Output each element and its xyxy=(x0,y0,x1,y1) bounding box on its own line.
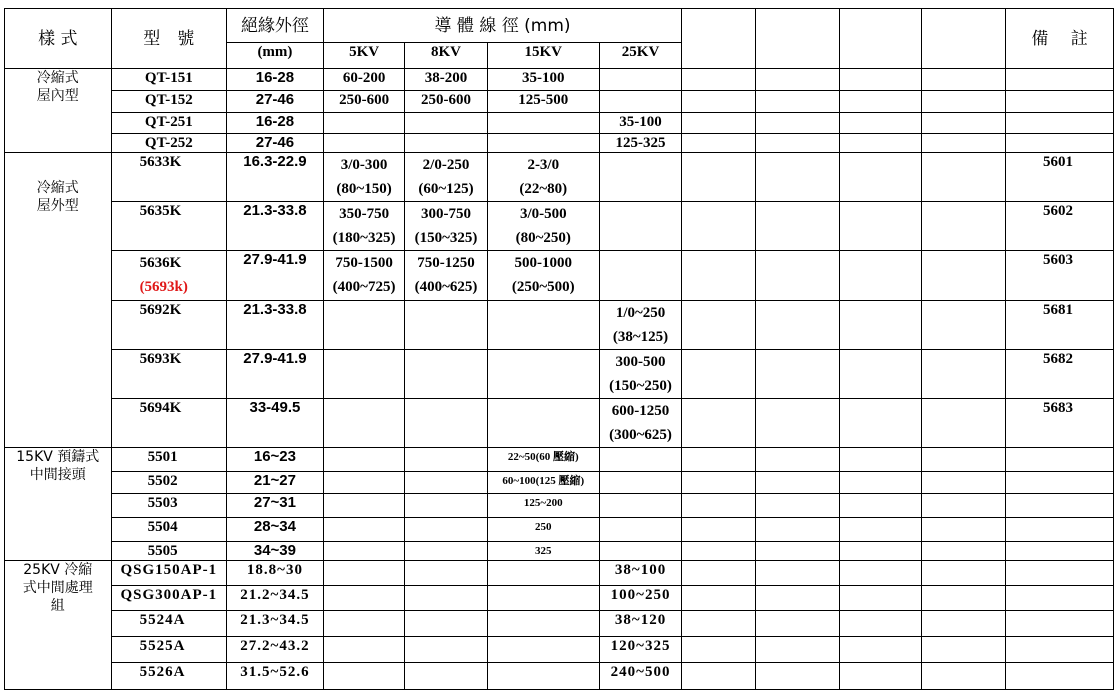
od-cell: 28~34 xyxy=(227,518,324,542)
blank-cell xyxy=(921,561,1006,586)
model-cell: QSG150AP-1 xyxy=(111,561,226,586)
blank-cell xyxy=(323,561,405,586)
blank-cell xyxy=(921,399,1006,448)
blank-cell xyxy=(755,134,839,153)
blank-cell xyxy=(682,91,756,113)
blank-cell xyxy=(839,561,921,586)
blank-cell xyxy=(405,301,487,350)
table-row xyxy=(5,494,1114,518)
col-header-5kv: 5KV xyxy=(323,43,405,69)
model-cell: 5502 xyxy=(111,472,226,494)
table-row xyxy=(5,472,1114,494)
voltage-range-cell: 35-100 xyxy=(599,113,681,134)
blank-cell xyxy=(487,350,599,399)
voltage-range-cell: 38~100 xyxy=(599,561,681,586)
blank-cell xyxy=(682,301,756,350)
remark-cell: 5682 xyxy=(1006,350,1114,399)
blank-cell xyxy=(755,301,839,350)
od-cell: 31.5~52.6 xyxy=(227,663,324,690)
blank-cell xyxy=(921,542,1006,561)
blank-cell xyxy=(839,399,921,448)
model-cell: QT-252 xyxy=(111,134,226,153)
blank-cell xyxy=(599,472,681,494)
blank-cell xyxy=(323,350,405,399)
table-row xyxy=(5,251,1114,301)
blank-cell xyxy=(839,350,921,399)
blank-cell xyxy=(755,637,839,663)
blank-cell xyxy=(487,586,599,611)
blank-cell xyxy=(405,561,487,586)
blank-cell xyxy=(755,202,839,251)
col-header-style: 樣 式 xyxy=(5,9,112,69)
voltage-range-cell: 38-200 xyxy=(405,69,487,91)
od-cell: 16~23 xyxy=(227,448,324,472)
blank-cell xyxy=(682,113,756,134)
remark-cell: 5601 xyxy=(1006,153,1114,202)
blank-cell xyxy=(1006,91,1114,113)
blank-cell xyxy=(921,448,1006,472)
blank-cell xyxy=(1006,637,1114,663)
blank-cell xyxy=(682,134,756,153)
voltage-range-cell: 300-500 (150~250) xyxy=(599,350,681,399)
table-row xyxy=(5,399,1114,448)
blank-cell xyxy=(839,251,921,301)
voltage-range-cell: 500-1000 (250~500) xyxy=(487,251,599,301)
blank-cell xyxy=(405,518,487,542)
cable-accessory-spec-table xyxy=(4,8,1114,690)
blank-cell xyxy=(682,494,756,518)
voltage-range-cell: 125~200 xyxy=(487,494,599,518)
blank-cell xyxy=(755,113,839,134)
blank-cell xyxy=(839,153,921,202)
blank-cell xyxy=(682,251,756,301)
blank-cell xyxy=(1006,494,1114,518)
voltage-range-cell: 300-750 (150~325) xyxy=(405,202,487,251)
blank-cell xyxy=(921,611,1006,637)
blank-cell xyxy=(839,91,921,113)
model-cell: 5526A xyxy=(111,663,226,690)
col-header-15kv: 15KV xyxy=(487,43,599,69)
model-cell: 5524A xyxy=(111,611,226,637)
blank-cell xyxy=(405,611,487,637)
voltage-range-cell: 120~325 xyxy=(599,637,681,663)
blank-cell xyxy=(839,494,921,518)
od-cell: 16.3-22.9 xyxy=(227,153,324,202)
blank-cell xyxy=(1006,561,1114,586)
table-row xyxy=(5,637,1114,663)
table-row xyxy=(5,561,1114,586)
blank-cell xyxy=(921,69,1006,91)
voltage-range-cell: 350-750 (180~325) xyxy=(323,202,405,251)
blank-cell xyxy=(682,472,756,494)
blank-cell xyxy=(921,91,1006,113)
blank-cell xyxy=(921,251,1006,301)
voltage-range-cell: 125-500 xyxy=(487,91,599,113)
model-cell: 5525A xyxy=(111,637,226,663)
blank-cell xyxy=(405,663,487,690)
blank-cell xyxy=(755,663,839,690)
voltage-range-cell: 125-325 xyxy=(599,134,681,153)
blank-cell xyxy=(755,9,839,69)
blank-cell xyxy=(323,518,405,542)
table-row xyxy=(5,611,1114,637)
blank-cell xyxy=(839,9,921,69)
blank-cell xyxy=(682,399,756,448)
blank-cell xyxy=(1006,134,1114,153)
voltage-range-cell: 3/0-300 (80~150) xyxy=(323,153,405,202)
blank-cell xyxy=(839,113,921,134)
table-row xyxy=(5,448,1114,472)
voltage-range-cell: 250-600 xyxy=(323,91,405,113)
remark-cell: 5602 xyxy=(1006,202,1114,251)
blank-cell xyxy=(682,518,756,542)
blank-cell xyxy=(682,69,756,91)
voltage-range-cell: 35-100 xyxy=(487,69,599,91)
blank-cell xyxy=(921,637,1006,663)
blank-cell xyxy=(487,561,599,586)
od-cell: 27-46 xyxy=(227,134,324,153)
model-cell: 5635K xyxy=(111,202,226,251)
model-cell: 5504 xyxy=(111,518,226,542)
blank-cell xyxy=(921,9,1006,69)
model-cell: QT-151 xyxy=(111,69,226,91)
model-cell: 5503 xyxy=(111,494,226,518)
blank-cell xyxy=(487,637,599,663)
blank-cell xyxy=(755,350,839,399)
remark-cell: 5683 xyxy=(1006,399,1114,448)
blank-cell xyxy=(839,69,921,91)
blank-cell xyxy=(405,637,487,663)
od-cell: 16-28 xyxy=(227,69,324,91)
table-row xyxy=(5,663,1114,690)
blank-cell xyxy=(599,153,681,202)
blank-cell xyxy=(755,153,839,202)
voltage-range-cell: 750-1250 (400~625) xyxy=(405,251,487,301)
voltage-range-cell: 240~500 xyxy=(599,663,681,690)
model-alt-note: (5693k) xyxy=(139,279,188,295)
od-cell: 34~39 xyxy=(227,542,324,561)
model-cell: 5692K xyxy=(111,301,226,350)
blank-cell xyxy=(682,663,756,690)
col-header-od: 絕緣外徑 xyxy=(227,9,324,43)
voltage-range-cell: 750-1500 (400~725) xyxy=(323,251,405,301)
voltage-range-cell: 100~250 xyxy=(599,586,681,611)
blank-cell xyxy=(405,448,487,472)
voltage-range-cell: 325 xyxy=(487,542,599,561)
table-row xyxy=(5,69,1114,91)
blank-cell xyxy=(839,542,921,561)
od-cell: 27.2~43.2 xyxy=(227,637,324,663)
blank-cell xyxy=(755,399,839,448)
blank-cell xyxy=(755,542,839,561)
blank-cell xyxy=(839,586,921,611)
blank-cell xyxy=(839,663,921,690)
od-cell: 16-28 xyxy=(227,113,324,134)
col-header-conductor: 導 體 線 徑 (mm) xyxy=(323,9,681,43)
header-row-1 xyxy=(5,9,1114,43)
group-splice-15kv: 15KV 預鑄式 中間接頭 xyxy=(5,448,112,561)
model-cell: 5633K xyxy=(111,153,226,202)
blank-cell xyxy=(405,134,487,153)
voltage-range-cell: 600-1250 (300~625) xyxy=(599,399,681,448)
blank-cell xyxy=(323,611,405,637)
blank-cell xyxy=(839,202,921,251)
od-cell: 21~27 xyxy=(227,472,324,494)
od-cell: 21.3-33.8 xyxy=(227,202,324,251)
od-cell: 27-46 xyxy=(227,91,324,113)
blank-cell xyxy=(839,472,921,494)
blank-cell xyxy=(1006,611,1114,637)
blank-cell xyxy=(487,113,599,134)
od-cell: 21.2~34.5 xyxy=(227,586,324,611)
blank-cell xyxy=(487,301,599,350)
blank-cell xyxy=(323,472,405,494)
blank-cell xyxy=(921,113,1006,134)
table-row xyxy=(5,542,1114,561)
blank-cell xyxy=(323,586,405,611)
col-header-remark: 備 註 xyxy=(1006,9,1114,69)
blank-cell xyxy=(682,637,756,663)
blank-cell xyxy=(682,611,756,637)
voltage-range-cell: 1/0~250 (38~125) xyxy=(599,301,681,350)
blank-cell xyxy=(921,494,1006,518)
blank-cell xyxy=(599,91,681,113)
blank-cell xyxy=(405,113,487,134)
blank-cell xyxy=(323,399,405,448)
blank-cell xyxy=(839,611,921,637)
blank-cell xyxy=(599,542,681,561)
blank-cell xyxy=(755,611,839,637)
blank-cell xyxy=(1006,113,1114,134)
blank-cell xyxy=(405,472,487,494)
blank-cell xyxy=(1006,663,1114,690)
table-row xyxy=(5,91,1114,113)
blank-cell xyxy=(755,518,839,542)
blank-cell xyxy=(682,561,756,586)
blank-cell xyxy=(323,448,405,472)
blank-cell xyxy=(921,472,1006,494)
od-cell: 27~31 xyxy=(227,494,324,518)
model-cell: QSG300AP-1 xyxy=(111,586,226,611)
table-row xyxy=(5,301,1114,350)
remark-cell: 5681 xyxy=(1006,301,1114,350)
voltage-range-cell: 60~100(125 壓縮) xyxy=(487,472,599,494)
blank-cell xyxy=(839,637,921,663)
col-header-model: 型 號 xyxy=(111,9,226,69)
model-cell: QT-251 xyxy=(111,113,226,134)
blank-cell xyxy=(323,134,405,153)
voltage-range-cell: 250 xyxy=(487,518,599,542)
blank-cell xyxy=(839,134,921,153)
blank-cell xyxy=(599,448,681,472)
blank-cell xyxy=(921,202,1006,251)
blank-cell xyxy=(921,153,1006,202)
voltage-range-cell: 3/0-500 (80~250) xyxy=(487,202,599,251)
od-cell: 27.9-41.9 xyxy=(227,350,324,399)
od-cell: 21.3~34.5 xyxy=(227,611,324,637)
voltage-range-cell: 250-600 xyxy=(405,91,487,113)
table-row xyxy=(5,586,1114,611)
model-cell: 5505 xyxy=(111,542,226,561)
model-cell: QT-152 xyxy=(111,91,226,113)
blank-cell xyxy=(323,542,405,561)
blank-cell xyxy=(755,448,839,472)
blank-cell xyxy=(921,301,1006,350)
blank-cell xyxy=(323,663,405,690)
voltage-range-cell: 60-200 xyxy=(323,69,405,91)
blank-cell xyxy=(1006,542,1114,561)
blank-cell xyxy=(405,350,487,399)
blank-cell xyxy=(487,134,599,153)
blank-cell xyxy=(682,153,756,202)
od-cell: 21.3-33.8 xyxy=(227,301,324,350)
blank-cell xyxy=(755,586,839,611)
blank-cell xyxy=(323,113,405,134)
table-row xyxy=(5,134,1114,153)
blank-cell xyxy=(1006,586,1114,611)
blank-cell xyxy=(599,202,681,251)
blank-cell xyxy=(921,134,1006,153)
blank-cell xyxy=(921,663,1006,690)
od-cell: 33-49.5 xyxy=(227,399,324,448)
blank-cell xyxy=(839,518,921,542)
blank-cell xyxy=(599,494,681,518)
table-row xyxy=(5,153,1114,202)
group-outdoor: 冷縮式 屋外型 xyxy=(5,153,112,448)
group-indoor: 冷縮式 屋內型 xyxy=(5,69,112,153)
blank-cell xyxy=(323,494,405,518)
model-cell: 5636K (5693k) xyxy=(111,251,226,301)
blank-cell xyxy=(323,637,405,663)
blank-cell xyxy=(1006,518,1114,542)
od-unit: (mm) xyxy=(227,43,324,69)
voltage-range-cell: 2-3/0 (22~80) xyxy=(487,153,599,202)
blank-cell xyxy=(487,611,599,637)
voltage-range-cell: 2/0-250 (60~125) xyxy=(405,153,487,202)
od-cell: 27.9-41.9 xyxy=(227,251,324,301)
blank-cell xyxy=(405,586,487,611)
blank-cell xyxy=(1006,448,1114,472)
blank-cell xyxy=(755,561,839,586)
blank-cell xyxy=(682,9,756,69)
remark-cell: 5603 xyxy=(1006,251,1114,301)
blank-cell xyxy=(1006,472,1114,494)
blank-cell xyxy=(682,350,756,399)
blank-cell xyxy=(405,494,487,518)
blank-cell xyxy=(323,301,405,350)
blank-cell xyxy=(682,202,756,251)
blank-cell xyxy=(487,663,599,690)
blank-cell xyxy=(839,448,921,472)
group-splice-25kv: 25KV 冷縮 式中間處理 組 xyxy=(5,561,112,690)
blank-cell xyxy=(755,69,839,91)
model-cell: 5693K xyxy=(111,350,226,399)
blank-cell xyxy=(755,91,839,113)
blank-cell xyxy=(755,251,839,301)
col-header-8kv: 8KV xyxy=(405,43,487,69)
blank-cell xyxy=(755,472,839,494)
blank-cell xyxy=(599,69,681,91)
blank-cell xyxy=(599,251,681,301)
model-cell: 5501 xyxy=(111,448,226,472)
blank-cell xyxy=(487,399,599,448)
table-row xyxy=(5,518,1114,542)
table-row xyxy=(5,113,1114,134)
table-row xyxy=(5,202,1114,251)
voltage-range-cell: 38~120 xyxy=(599,611,681,637)
blank-cell xyxy=(682,542,756,561)
od-cell: 18.8~30 xyxy=(227,561,324,586)
blank-cell xyxy=(1006,69,1114,91)
table-row xyxy=(5,350,1114,399)
blank-cell xyxy=(599,518,681,542)
blank-cell xyxy=(921,518,1006,542)
voltage-range-cell: 22~50(60 壓縮) xyxy=(487,448,599,472)
blank-cell xyxy=(755,494,839,518)
blank-cell xyxy=(682,586,756,611)
blank-cell xyxy=(921,586,1006,611)
model-cell: 5694K xyxy=(111,399,226,448)
blank-cell xyxy=(405,542,487,561)
blank-cell xyxy=(682,448,756,472)
blank-cell xyxy=(405,399,487,448)
col-header-25kv: 25KV xyxy=(599,43,681,69)
blank-cell xyxy=(921,350,1006,399)
blank-cell xyxy=(839,301,921,350)
